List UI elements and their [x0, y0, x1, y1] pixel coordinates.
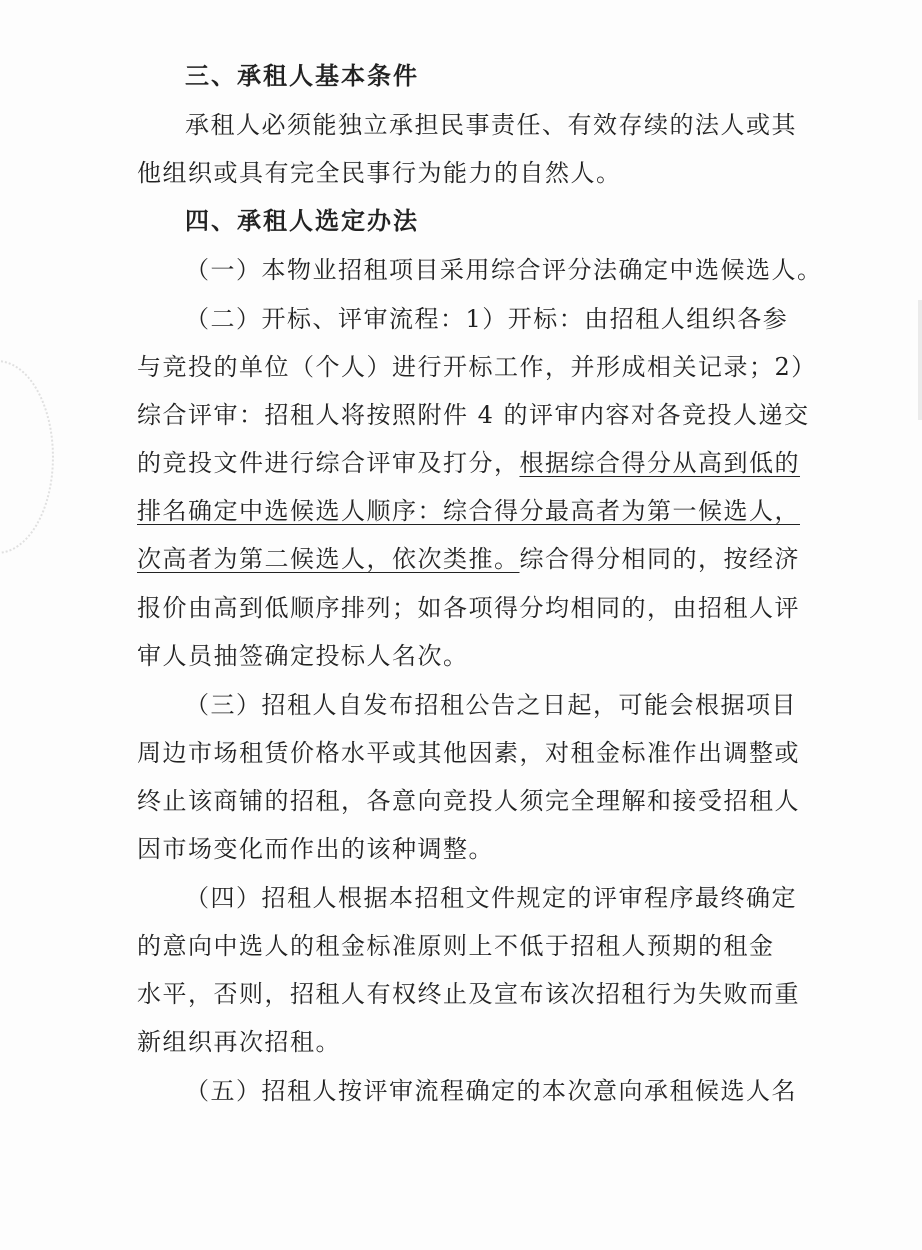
underlined-text: 根据综合得分从高到低的: [519, 449, 800, 477]
faded-stamp-mark: [0, 360, 54, 554]
section-4-item-2-line-2: 与竞投的单位（个人）进行开标工作，并形成相关记录；2）: [137, 353, 817, 381]
section-4-item-2-line-4: [137, 443, 800, 483]
section-3-line-1: 承租人必须能独立承担民事责任、有效存续的法人或其: [185, 111, 797, 139]
section-4-item-3-line-1: （三）招租人自发布招租公告之日起，可能会根据项目: [185, 691, 797, 719]
section-4-item-2-line-1: （二）开标、评审流程：1）开标：由招租人组织各参: [185, 305, 789, 333]
section-4-heading: 四、承租人选定办法: [185, 207, 419, 235]
section-4-item-2-line-6: [137, 539, 800, 579]
section-4-item-2-line-7: 报价由高到低顺序排列；如各项得分均相同的，由招租人评: [137, 594, 800, 622]
section-4-item-3-line-3: 终止该商铺的招租，各意向竞投人须完全理解和接受招租人: [137, 787, 800, 815]
underlined-text: 次高者为第二候选人，依次类推。: [137, 545, 520, 573]
scan-edge-shadow: [918, 300, 922, 420]
section-4-item-4-line-2: 的意向中选人的租金标准原则上不低于招租人预期的租金: [137, 932, 775, 960]
underlined-text: 排名确定中选候选人顺序：综合得分最高者为第一候选人，: [137, 497, 800, 525]
section-4-item-4-line-1: （四）招租人根据本招租文件规定的评审程序最终确定: [185, 884, 797, 912]
section-4-item-1: （一）本物业招租项目采用综合评分法确定中选候选人。: [185, 256, 823, 284]
section-4-item-5-line-1: （五）招租人按评审流程确定的本次意向承租候选人名: [185, 1077, 797, 1105]
section-4-item-3-line-2: 周边市场租赁价格水平或其他因素，对租金标准作出调整或: [137, 739, 800, 767]
section-3-line-2: 他组织或具有完全民事行为能力的自然人。: [137, 159, 622, 187]
plain-text: 综合得分相同的，按经济: [519, 545, 800, 573]
section-4-item-2-line-3: 综合评审：招租人将按照附件 4 的评审内容对各竞投人递交: [137, 401, 810, 429]
section-4-item-4-line-3: 水平，否则，招租人有权终止及宣布该次招租行为失败而重: [137, 980, 800, 1008]
section-4-item-4-line-4: 新组织再次招租。: [137, 1028, 341, 1056]
plain-text: 的竞投文件进行综合评审及打分，: [137, 449, 520, 477]
section-4-item-3-line-4: 因市场变化而作出的该种调整。: [137, 835, 494, 863]
section-4-item-2-line-5: [137, 491, 800, 531]
section-4-item-2-line-8: 审人员抽签确定投标人名次。: [137, 642, 469, 670]
section-3-heading: 三、承租人基本条件: [185, 62, 419, 90]
